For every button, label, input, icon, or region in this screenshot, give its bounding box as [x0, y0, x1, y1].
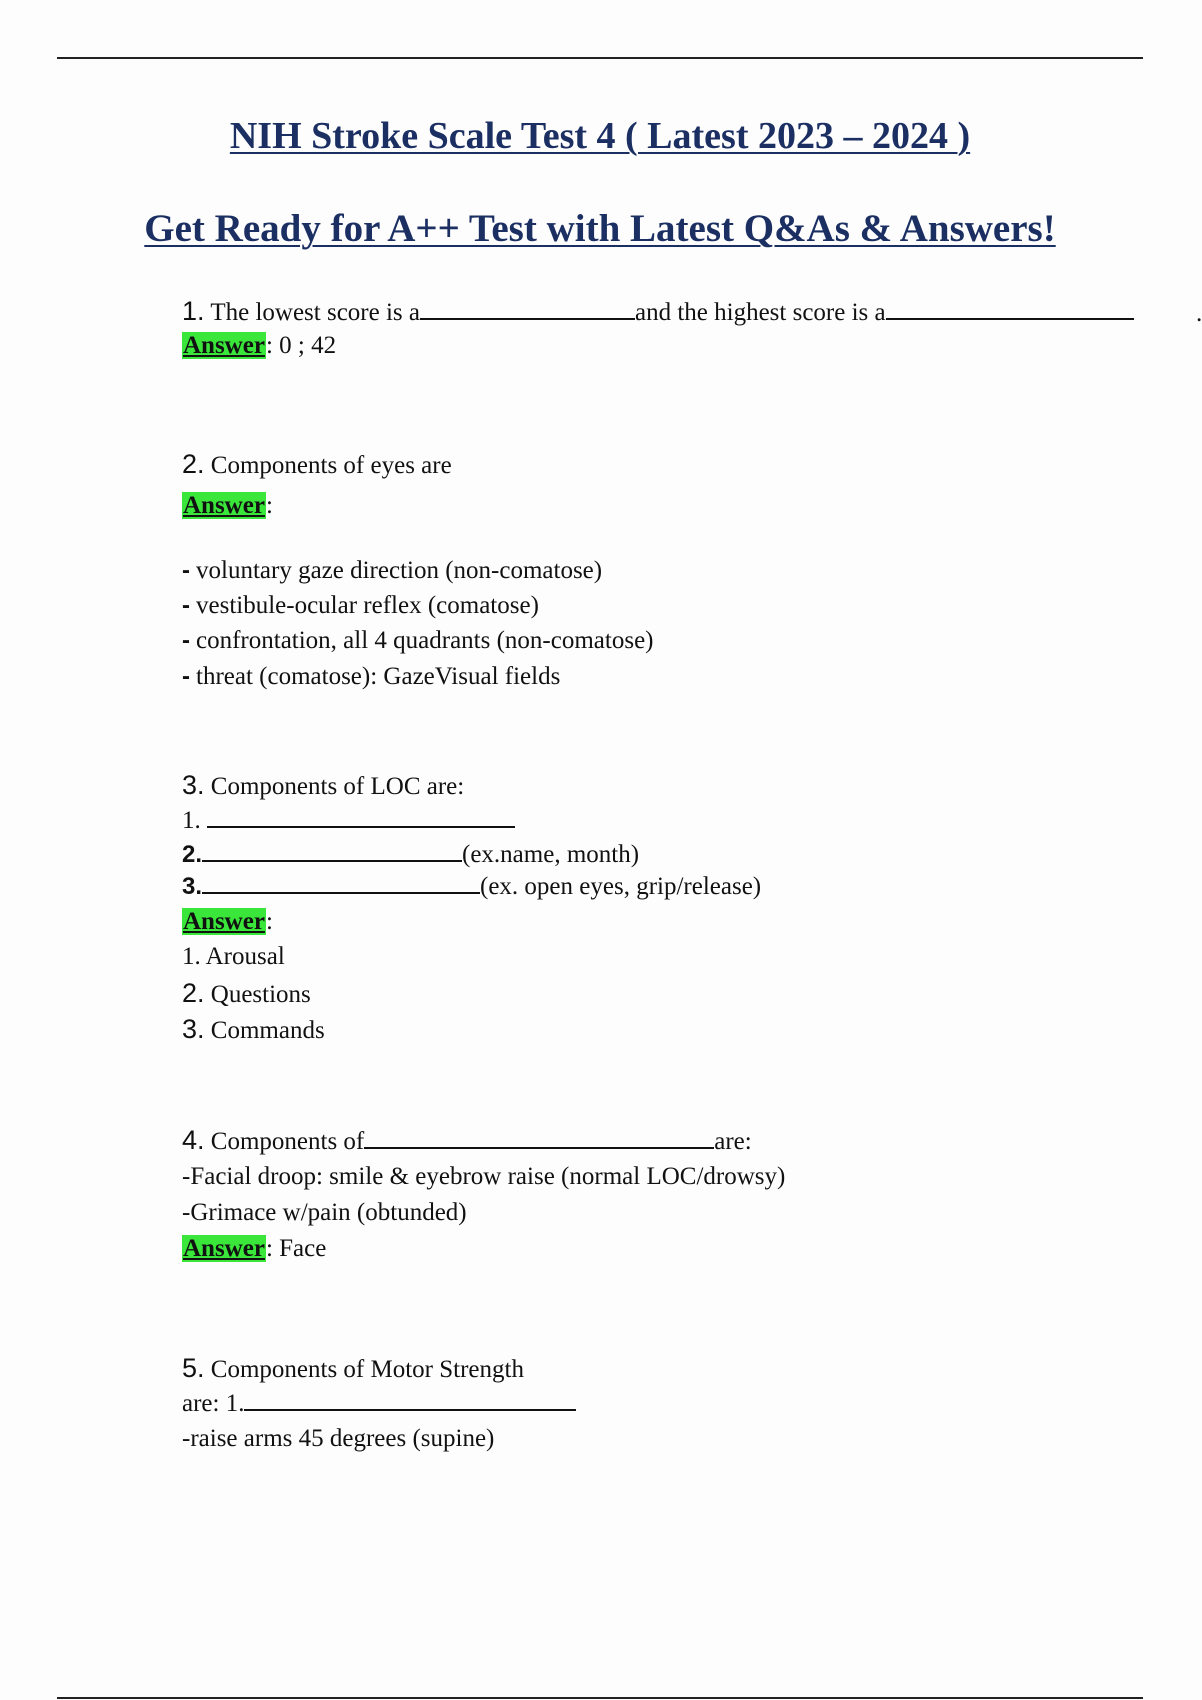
answer-item-text: Questions — [210, 981, 311, 1008]
blank-number: 2. — [182, 841, 203, 868]
list-item-text: confrontation, all 4 quadrants (non-comatose) — [196, 627, 654, 654]
list-item: - confrontation, all 4 quadrants (non-comatose) — [182, 627, 654, 654]
answer-label: Answer — [183, 492, 265, 519]
answer-item — [182, 1014, 325, 1045]
blank-field — [420, 298, 635, 320]
answer-item — [182, 978, 311, 1009]
question-number: 2. — [182, 449, 205, 479]
answer-label: Answer — [183, 332, 265, 359]
question-text: Components of — [210, 1128, 365, 1155]
question-1-period: . — [1196, 300, 1202, 327]
question-number: 3. — [182, 770, 205, 800]
blank-field — [364, 1127, 714, 1149]
blank-hint: (ex.name, month) — [462, 841, 640, 868]
blank-field — [244, 1389, 576, 1411]
list-item: - voluntary gaze direction (non-comatose) — [182, 557, 603, 584]
question-text: are: 1. — [182, 1390, 245, 1417]
question-5 — [182, 1353, 524, 1384]
document-subtitle: Get Ready for A++ Test with Latest Q&As & Answers! — [144, 207, 1056, 250]
answer-label: Answer — [183, 908, 265, 935]
question-number: 5. — [182, 1353, 205, 1383]
question-number: 4. — [182, 1125, 205, 1155]
answer-text: : Face — [265, 1235, 327, 1262]
blank-field — [202, 872, 480, 894]
answer-label: Answer — [183, 1235, 265, 1262]
question-text: The lowest score is a — [210, 299, 420, 326]
answer-3 — [182, 908, 273, 936]
answer-2 — [182, 492, 273, 520]
blank-field — [886, 298, 1134, 320]
answer-item-text: Arousal — [205, 943, 285, 970]
blank-number: 1. — [182, 807, 201, 834]
answer-text: : — [265, 492, 273, 519]
blank-row-2 — [182, 840, 639, 869]
blank-field — [207, 806, 515, 828]
question-2 — [182, 449, 452, 480]
question-3 — [182, 770, 464, 801]
question-text: are: — [714, 1128, 752, 1155]
list-item-text: vestibule-ocular reflex (comatose) — [196, 592, 539, 619]
question-text: Components of LOC are: — [210, 773, 465, 800]
blank-number: 3. — [182, 873, 203, 900]
answer-text: : 0 ; 42 — [265, 332, 337, 359]
list-item-text: threat (comatose): GazeVisual fields — [196, 663, 561, 690]
question-text: Components of Motor Strength — [210, 1356, 524, 1383]
question-text: and the highest score is a — [635, 299, 886, 326]
blank-field — [202, 840, 462, 862]
question-text: Components of eyes are — [210, 452, 452, 479]
answer-4 — [182, 1235, 326, 1263]
list-item: - threat (comatose): GazeVisual fields — [182, 663, 561, 690]
answer-item-number: 3. — [182, 1014, 205, 1044]
question-4 — [182, 1125, 752, 1156]
answer-item-number: 1. — [182, 943, 201, 970]
question-1 — [182, 296, 1134, 327]
answer-1 — [182, 332, 336, 360]
question-5-line-3: -raise arms 45 degrees (supine) — [182, 1425, 495, 1452]
question-4-line-2: -Grimace w/pain (obtunded) — [182, 1199, 467, 1226]
bottom-rule — [57, 1697, 1143, 1699]
top-rule — [57, 57, 1143, 59]
list-item: - vestibule-ocular reflex (comatose) — [182, 592, 539, 619]
blank-hint: (ex. open eyes, grip/release) — [480, 873, 762, 900]
answer-item-number: 2. — [182, 978, 205, 1008]
answer-text: : — [265, 908, 273, 935]
blank-row-1 — [182, 806, 515, 835]
answer-item — [182, 943, 285, 971]
blank-row-3 — [182, 872, 761, 901]
question-number: 1. — [182, 296, 205, 326]
list-item-text: voluntary gaze direction (non-comatose) — [196, 557, 603, 584]
question-4-line-1: -Facial droop: smile & eyebrow raise (normal LOC/drowsy) — [182, 1163, 786, 1190]
question-5-line-2 — [182, 1389, 576, 1418]
document-title: NIH Stroke Scale Test 4 ( Latest 2023 – 2024 ) — [229, 115, 971, 157]
answer-item-text: Commands — [210, 1017, 325, 1044]
